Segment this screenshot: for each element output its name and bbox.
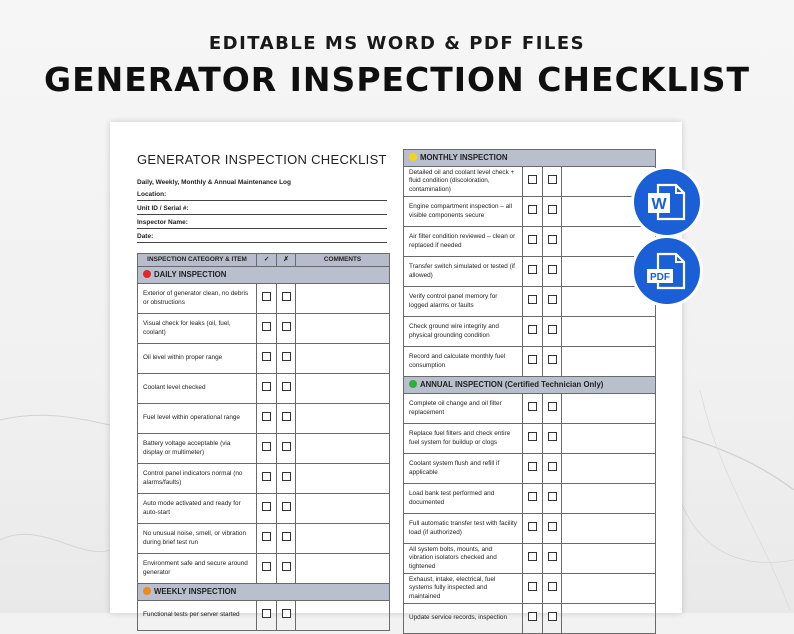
comments-cell[interactable] <box>296 284 390 314</box>
comments-cell[interactable] <box>562 514 656 544</box>
fail-checkbox[interactable] <box>548 355 557 364</box>
pass-checkbox[interactable] <box>528 492 537 501</box>
checklist-item: Check ground wire integrity and physical grounding condition <box>404 317 523 347</box>
pass-checkbox-cell <box>523 317 543 347</box>
pass-checkbox-cell <box>523 454 543 484</box>
right-checklist-table <box>403 149 656 634</box>
checklist-item: Engine compartment inspection – all visible components secure <box>404 197 523 227</box>
table-row <box>138 524 390 554</box>
checklist-item: Coolant system flush and refill if applicable <box>404 454 523 484</box>
pass-checkbox-cell <box>257 284 277 314</box>
fail-checkbox-cell <box>543 424 562 454</box>
pdf-label: PDF <box>650 272 670 283</box>
fail-checkbox-cell <box>543 287 562 317</box>
fail-checkbox[interactable] <box>548 402 557 411</box>
pass-checkbox[interactable] <box>262 609 271 618</box>
checklist-item: Exterior of generator clean, no debris or obstructions <box>138 284 257 314</box>
fail-checkbox-cell <box>543 574 562 604</box>
section-title: ANNUAL INSPECTION (Certified Technician Only) <box>420 380 604 390</box>
pass-checkbox-cell <box>523 544 543 574</box>
checklist-item: Functional tests per server started <box>138 601 257 631</box>
checklist-item: Auto mode activated and ready for auto-start <box>138 494 257 524</box>
status-dot-icon <box>409 380 417 388</box>
checklist-item: Oil level within proper range <box>138 344 257 374</box>
fail-checkbox[interactable] <box>548 265 557 274</box>
fail-checkbox[interactable] <box>282 609 291 618</box>
pass-checkbox[interactable] <box>528 325 537 334</box>
checklist-item: All system bolts, mounts, and vibration isolators checked and tightened <box>404 544 523 574</box>
table-row <box>138 464 390 494</box>
table-row <box>138 554 390 584</box>
fail-checkbox[interactable] <box>282 322 291 331</box>
pass-checkbox[interactable] <box>528 355 537 364</box>
pass-checkbox-cell <box>257 404 277 434</box>
section-header <box>138 267 390 284</box>
fail-checkbox[interactable] <box>548 522 557 531</box>
pass-checkbox[interactable] <box>528 175 537 184</box>
fail-checkbox-cell <box>277 434 296 464</box>
fail-checkbox[interactable] <box>548 432 557 441</box>
table-row <box>404 197 656 227</box>
promo-subtitle: EDITABLE MS WORD & PDF FILES <box>208 33 586 54</box>
pass-checkbox[interactable] <box>528 235 537 244</box>
pass-checkbox[interactable] <box>528 522 537 531</box>
pass-checkbox[interactable] <box>528 612 537 621</box>
table-row <box>138 404 390 434</box>
checklist-item: Verify control panel memory for logged alarms or faults <box>404 287 523 317</box>
field-label: Date: <box>137 233 154 240</box>
pass-checkbox-cell <box>523 394 543 424</box>
pass-checkbox[interactable] <box>528 552 537 561</box>
fail-checkbox[interactable] <box>282 442 291 451</box>
fail-checkbox-cell <box>277 344 296 374</box>
pass-checkbox[interactable] <box>262 352 271 361</box>
pass-checkbox[interactable] <box>262 562 271 571</box>
unit-id-field[interactable] <box>137 205 387 215</box>
fail-checkbox[interactable] <box>548 552 557 561</box>
table-row <box>404 257 656 287</box>
pass-checkbox-cell <box>257 494 277 524</box>
pass-checkbox-cell <box>523 197 543 227</box>
pass-checkbox-cell <box>523 287 543 317</box>
fail-checkbox-cell <box>277 554 296 584</box>
fail-checkbox-cell <box>543 394 562 424</box>
pass-checkbox[interactable] <box>262 472 271 481</box>
comments-cell[interactable] <box>296 434 390 464</box>
fail-checkbox-cell <box>543 514 562 544</box>
header-comments: COMMENTS <box>296 254 390 267</box>
comments-cell[interactable] <box>296 404 390 434</box>
fail-checkbox[interactable] <box>282 382 291 391</box>
fail-checkbox-cell <box>543 257 562 287</box>
pass-checkbox[interactable] <box>528 402 537 411</box>
checklist-item: Control panel indicators normal (no alarms/faults) <box>138 464 257 494</box>
fail-checkbox-cell <box>277 404 296 434</box>
fail-checkbox-cell <box>543 317 562 347</box>
fail-checkbox-cell <box>543 227 562 257</box>
pdf-badge <box>634 238 700 304</box>
checklist-item: Replace fuel filters and check entire fuel system for buildup or clogs <box>404 424 523 454</box>
pass-checkbox[interactable] <box>528 205 537 214</box>
pass-checkbox-cell <box>523 604 543 634</box>
section-title: MONTHLY INSPECTION <box>420 153 508 163</box>
fail-checkbox-cell <box>543 484 562 514</box>
checklist-item: Full automatic transfer test with facility load (if authorized) <box>404 514 523 544</box>
fail-checkbox-cell <box>543 454 562 484</box>
checklist-document <box>110 122 682 622</box>
table-row <box>138 494 390 524</box>
pass-checkbox[interactable] <box>262 322 271 331</box>
fail-checkbox[interactable] <box>282 472 291 481</box>
pdf-document-icon <box>634 238 700 304</box>
date-field[interactable] <box>137 233 387 243</box>
pass-checkbox[interactable] <box>262 382 271 391</box>
checklist-item: Fuel level within operational range <box>138 404 257 434</box>
fail-checkbox-cell <box>543 544 562 574</box>
table-row <box>138 314 390 344</box>
table-row <box>404 317 656 347</box>
checklist-item: Transfer switch simulated or tested (if allowed) <box>404 257 523 287</box>
fail-checkbox[interactable] <box>548 492 557 501</box>
comments-cell[interactable] <box>562 424 656 454</box>
fail-checkbox[interactable] <box>548 235 557 244</box>
table-row <box>404 514 656 544</box>
fail-checkbox[interactable] <box>548 325 557 334</box>
field-label: Unit ID / Serial #: <box>137 205 189 212</box>
pass-checkbox[interactable] <box>528 462 537 471</box>
fail-checkbox[interactable] <box>282 532 291 541</box>
pass-checkbox-cell <box>257 554 277 584</box>
comments-cell[interactable] <box>296 494 390 524</box>
comments-cell[interactable] <box>562 544 656 574</box>
pass-checkbox[interactable] <box>262 292 271 301</box>
fail-checkbox[interactable] <box>548 612 557 621</box>
comments-cell[interactable] <box>562 347 656 377</box>
field-label: Location: <box>137 191 167 198</box>
section-title: DAILY INSPECTION <box>154 270 227 280</box>
checklist-item: Battery voltage acceptable (via display or multimeter) <box>138 434 257 464</box>
table-row <box>404 347 656 377</box>
pass-checkbox-cell <box>257 601 277 631</box>
checklist-item: Complete oil change and oil filter replacement <box>404 394 523 424</box>
checklist-item: No unusual noise, smell, or vibration during brief test run <box>138 524 257 554</box>
word-document-icon <box>634 169 700 235</box>
pass-checkbox[interactable] <box>528 295 537 304</box>
fail-checkbox-cell <box>277 374 296 404</box>
table-row <box>138 344 390 374</box>
fail-checkbox-cell <box>543 197 562 227</box>
table-row <box>404 454 656 484</box>
comments-cell[interactable] <box>562 454 656 484</box>
left-checklist-table <box>137 253 390 631</box>
pass-checkbox-cell <box>257 524 277 554</box>
table-row <box>404 167 656 197</box>
status-dot-icon <box>143 587 151 595</box>
comments-cell[interactable] <box>296 524 390 554</box>
table-row <box>404 227 656 257</box>
fail-checkbox[interactable] <box>282 502 291 511</box>
promo-title: GENERATOR INSPECTION CHECKLIST <box>44 60 750 99</box>
comments-cell[interactable] <box>562 317 656 347</box>
table-row <box>404 604 656 634</box>
checklist-item: Update service records, inspection <box>404 604 523 634</box>
location-field[interactable] <box>137 191 387 201</box>
header-x: ✗ <box>277 254 296 267</box>
comments-cell[interactable] <box>562 394 656 424</box>
fail-checkbox-cell <box>277 524 296 554</box>
table-row <box>404 287 656 317</box>
pass-checkbox-cell <box>523 424 543 454</box>
header-check: ✓ <box>257 254 277 267</box>
pass-checkbox-cell <box>523 167 543 197</box>
word-letter: W <box>651 196 667 213</box>
fail-checkbox[interactable] <box>548 462 557 471</box>
comments-cell[interactable] <box>562 604 656 634</box>
table-row <box>138 601 390 631</box>
pass-checkbox[interactable] <box>262 532 271 541</box>
pass-checkbox-cell <box>523 347 543 377</box>
comments-cell[interactable] <box>562 574 656 604</box>
table-row <box>138 374 390 404</box>
fail-checkbox-cell <box>277 284 296 314</box>
fail-checkbox[interactable] <box>548 205 557 214</box>
comments-cell[interactable] <box>296 464 390 494</box>
checklist-item: Exhaust, intake, electrical, fuel systems fully inspected and maintained <box>404 574 523 604</box>
pass-checkbox[interactable] <box>528 582 537 591</box>
checklist-item: Load bank test performed and documented <box>404 484 523 514</box>
fail-checkbox-cell <box>277 464 296 494</box>
checklist-item: Visual check for leaks (oil, fuel, coolant) <box>138 314 257 344</box>
fail-checkbox-cell <box>543 347 562 377</box>
pass-checkbox[interactable] <box>262 442 271 451</box>
pass-checkbox-cell <box>257 374 277 404</box>
fail-checkbox-cell <box>543 167 562 197</box>
fail-checkbox-cell <box>543 604 562 634</box>
fail-checkbox-cell <box>277 314 296 344</box>
document-subtitle: Daily, Weekly, Monthly & Annual Maintenance Log <box>137 179 291 186</box>
table-row <box>404 574 656 604</box>
section-header <box>404 150 656 167</box>
ms-word-badge <box>634 169 700 235</box>
pass-checkbox-cell <box>523 484 543 514</box>
comments-cell[interactable] <box>562 484 656 514</box>
fail-checkbox-cell <box>277 601 296 631</box>
pass-checkbox[interactable] <box>528 432 537 441</box>
document-title: GENERATOR INSPECTION CHECKLIST <box>137 152 387 167</box>
fail-checkbox[interactable] <box>282 352 291 361</box>
pass-checkbox-cell <box>523 574 543 604</box>
table-row <box>138 284 390 314</box>
fail-checkbox[interactable] <box>548 582 557 591</box>
pass-checkbox-cell <box>257 434 277 464</box>
status-dot-icon <box>409 153 417 161</box>
pass-checkbox-cell <box>523 514 543 544</box>
section-header <box>404 377 656 394</box>
table-row <box>404 424 656 454</box>
checklist-item: Detailed oil and coolant level check + fluid condition (discoloration, contamination) <box>404 167 523 197</box>
fail-checkbox[interactable] <box>548 295 557 304</box>
table-row <box>404 484 656 514</box>
table-row <box>138 434 390 464</box>
status-dot-icon <box>143 270 151 278</box>
fail-checkbox[interactable] <box>282 412 291 421</box>
pass-checkbox[interactable] <box>262 412 271 421</box>
pass-checkbox-cell <box>257 344 277 374</box>
pass-checkbox-cell <box>257 314 277 344</box>
fail-checkbox-cell <box>277 494 296 524</box>
pass-checkbox-cell <box>257 464 277 494</box>
header-category: INSPECTION CATEGORY & ITEM <box>138 254 257 267</box>
table-row <box>404 394 656 424</box>
checklist-item: Record and calculate monthly fuel consumption <box>404 347 523 377</box>
field-label: Inspector Name: <box>137 219 188 226</box>
table-row <box>404 544 656 574</box>
pass-checkbox[interactable] <box>262 502 271 511</box>
fail-checkbox[interactable] <box>548 175 557 184</box>
checklist-item: Air filter condition reviewed – clean or replaced if needed <box>404 227 523 257</box>
comments-cell[interactable] <box>296 554 390 584</box>
comments-cell[interactable] <box>296 344 390 374</box>
inspector-name-field[interactable] <box>137 219 387 229</box>
checklist-item: Coolant level checked <box>138 374 257 404</box>
section-header <box>138 584 390 601</box>
fail-checkbox[interactable] <box>282 292 291 301</box>
pass-checkbox-cell <box>523 257 543 287</box>
pass-checkbox-cell <box>523 227 543 257</box>
comments-cell[interactable] <box>296 374 390 404</box>
fail-checkbox[interactable] <box>282 562 291 571</box>
checklist-item: Environment safe and secure around generator <box>138 554 257 584</box>
comments-cell[interactable] <box>296 314 390 344</box>
pass-checkbox[interactable] <box>528 265 537 274</box>
section-title: WEEKLY INSPECTION <box>154 587 237 597</box>
comments-cell[interactable] <box>296 601 390 631</box>
